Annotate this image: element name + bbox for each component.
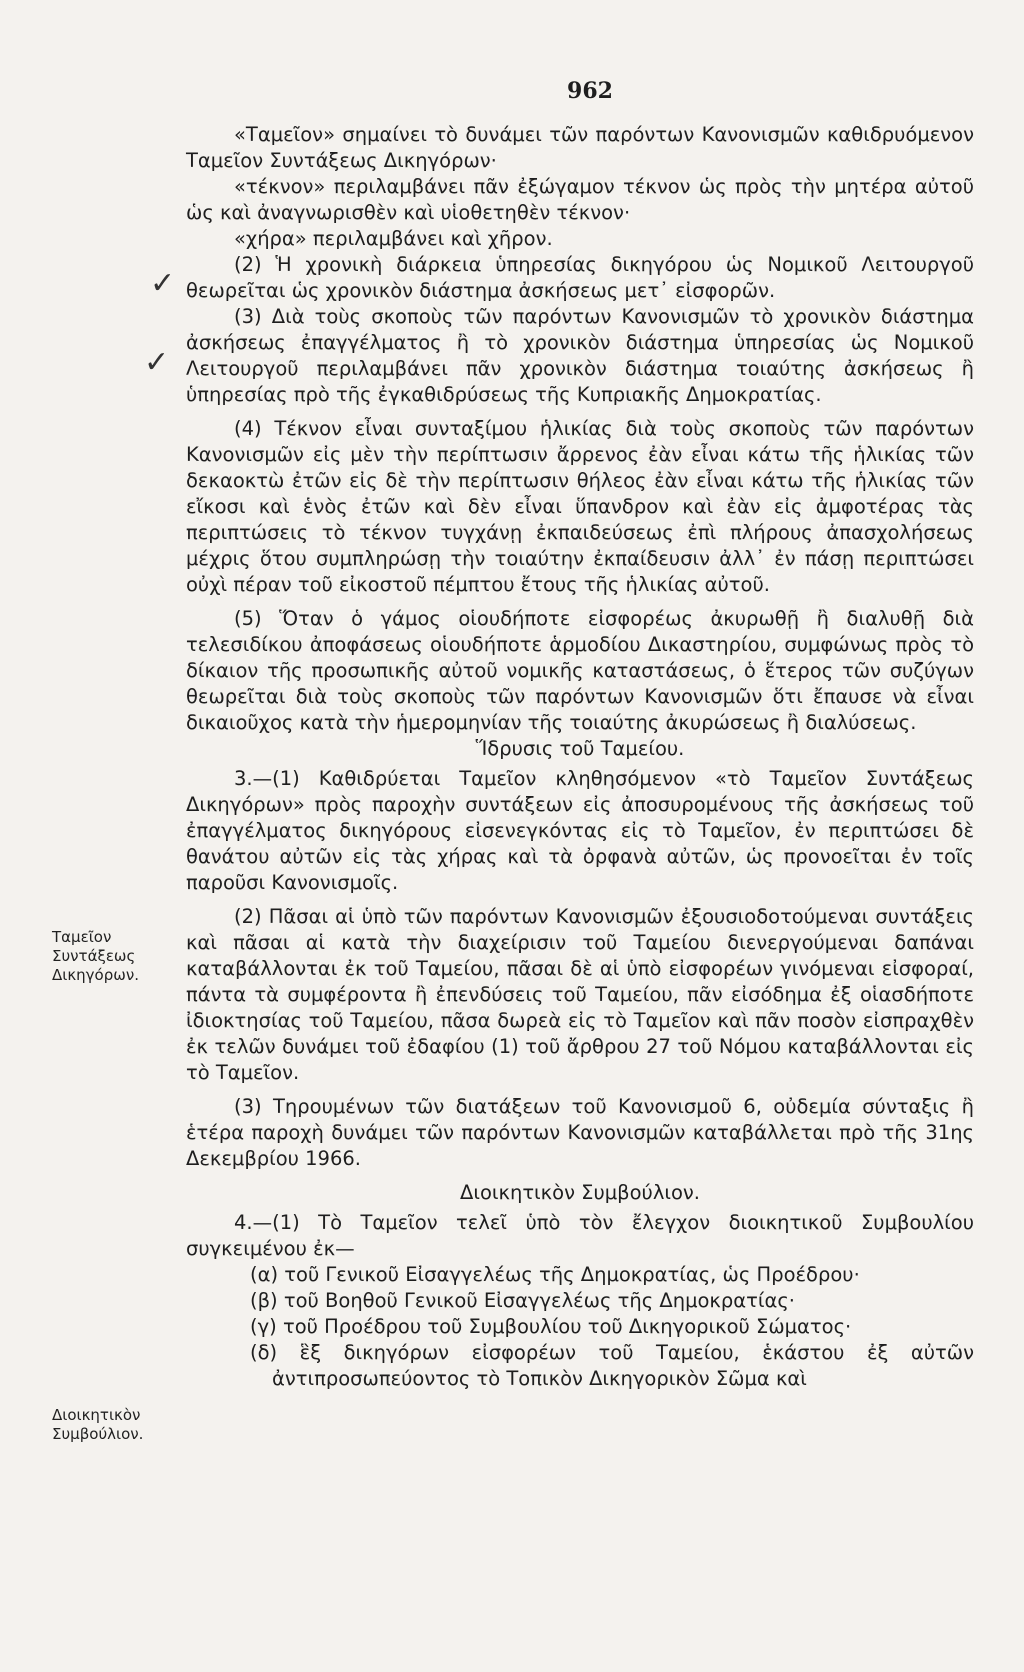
checkmark-icon: ✓ <box>144 345 170 380</box>
body-text <box>186 122 974 1392</box>
paragraph: «Ταμεῖον» σημαίνει τὸ δυνάμει τῶν παρόντων Κανονισμῶν καθιδρυόμενον Ταμεῖον Συντάξεως Δικηγόρων· <box>186 123 974 172</box>
margin-note-line: Δικηγόρων. <box>52 966 139 984</box>
checkmark-icon: ✓ <box>150 266 176 301</box>
paragraph: (2) Πᾶσαι αἱ ὑπὸ τῶν παρόντων Κανονισμῶν ἐξουσιοδοτούμεναι συντάξεις καὶ πᾶσαι αἱ κατὰ τὴν διαχείρισιν τοῦ Ταμείου διενεργούμεναι δαπάναι καταβάλλονται ἐκ τοῦ Ταμείου, πᾶσαι δὲ αἱ ὑπὸ εἰσφορέων γινόμεναι εἰσφοραί, πάντα τὰ συμφέροντα ἢ ἐπενδύσεις τοῦ Ταμείου, πᾶν εἰσόδημα ἐξ οἱασδήποτε ἰδιοκτησίας τοῦ Ταμείου, πᾶσα δωρεὰ εἰς τὸ Ταμεῖον καὶ πᾶν ποσὸν εἰσπραχθὲν ἐκ τελῶν δυνάμει τοῦ ἐδαφίου (1) τοῦ ἄρθρου 27 τοῦ Νόμου καταβάλλονται εἰς τὸ Ταμεῖον. <box>186 905 974 1084</box>
margin-note-line: Συντάξεως <box>52 947 136 965</box>
list-item: (α) τοῦ Γενικοῦ Εἰσαγγελέως τῆς Δημοκρατίας, ὡς Προέδρου· <box>250 1263 860 1286</box>
margin-note-line: Διοικητικὸν <box>52 1406 141 1424</box>
paragraph: «χήρα» περιλαμβάνει καὶ χῆρον. <box>234 227 553 250</box>
margin-note-line: Συμβούλιον. <box>52 1425 144 1443</box>
margin-note-fund <box>52 928 160 985</box>
list-item: (γ) τοῦ Προέδρου τοῦ Συμβουλίου τοῦ Δικηγορικοῦ Σώματος· <box>250 1315 852 1338</box>
paragraph: (5) Ὅταν ὁ γάμος οἱουδήποτε εἰσφορέως ἀκυρωθῇ ἢ διαλυθῇ διὰ τελεσιδίκου ἀποφάσεως οἱουδήποτε ἁρμοδίου Δικαστηρίου, συμφώνως πρὸς τὸ δίκαιον τῆς προσωπικῆς αὐτοῦ νομικῆς καταστάσεως, ὁ ἕτερος τῶν συζύγων θεωρεῖται διὰ τοὺς σκοποὺς τῶν παρόντων Κανονισμῶν ὅτι ἔπαυσε νὰ εἶναι δικαιοῦχος κατὰ τὴν ἡμερομηνίαν τῆς τοιαύτης ἀκυρώσεως ἢ διαλύσεως. <box>186 607 974 734</box>
paragraph: (4) Τέκνον εἶναι συνταξίμου ἡλικίας διὰ τοὺς σκοποὺς τῶν παρόντων Κανονισμῶν εἰς μὲν τὴν περίπτωσιν ἄρρενος ἐὰν εἶναι κάτω τῆς ἡλικίας τῶν δεκαοκτὼ ἐτῶν εἰς δὲ τὴν περίπτωσιν θήλεος ἐὰν εἶναι κάτω τῆς ἡλικίας τῶν εἴκοσι καὶ ἑνὸς ἐτῶν καὶ δὲν εἶναι ὕπανδρον καὶ ἐὰν εἰς ἀμφοτέρας τὰς περιπτώσεις τὸ τέκνον τυγχάνῃ ἐκπαιδεύσεως ἐπὶ πλήρους ἀπασχολήσεως μέχρις ὅτου συμπληρώσῃ τὴν τοιαύτην ἐκπαίδευσιν ἀλλ᾿ ἐν πάσῃ περιπτώσει οὐχὶ πέραν τοῦ εἰκοστοῦ πέμπτου ἔτους τῆς ἡλικίας αὐτοῦ. <box>186 417 974 596</box>
section-heading: Διοικητικὸν Συμβούλιον. <box>460 1181 700 1204</box>
paragraph: 3.—(1) Καθιδρύεται Ταμεῖον κληθησόμενον «τὸ Ταμεῖον Συντάξεως Δικηγόρων» πρὸς παροχὴν συντάξεων εἰς ἀποσυρομένους τῆς ἀσκήσεως τοῦ ἐπαγγέλματος δικηγόρους εἰσενεγκόντας εἰς τὸ Ταμεῖον, ἐν περιπτώσει δὲ θανάτου αὐτῶν εἰς τὰς χήρας καὶ τὰ ὀρφανὰ αὐτῶν, ὡς προνοεῖται ἐν τοῖς παροῦσι Κανονισμοῖς. <box>186 767 974 894</box>
margin-note-board <box>52 1406 160 1444</box>
paragraph: 4.—(1) Τὸ Ταμεῖον τελεῖ ὑπὸ τὸν ἔλεγχον διοικητικοῦ Συμβουλίου συγκειμένου ἐκ— <box>186 1211 974 1260</box>
list-item: (β) τοῦ Βοηθοῦ Γενικοῦ Εἰσαγγελέως τῆς Δημοκρατίας· <box>250 1289 795 1312</box>
list-item: (δ) ἓξ δικηγόρων εἰσφορέων τοῦ Ταμείου, ἑκάστου ἐξ αὐτῶν ἀντιπροσωπεύοντος τὸ Τοπικὸν Δικηγορικὸν Σῶμα καὶ <box>250 1341 974 1390</box>
paragraph: (2) Ἡ χρονικὴ διάρκεια ὑπηρεσίας δικηγόρου ὡς Νομικοῦ Λειτουργοῦ θεωρεῖται ὡς χρονικὸν διάστημα ἀσκήσεως μετ᾿ εἰσφορῶν. <box>186 253 974 302</box>
paragraph: «τέκνον» περιλαμβάνει πᾶν ἐξώγαμον τέκνον ὡς πρὸς τὴν μητέρα αὐτοῦ ὡς καὶ ἀναγνωρισθὲν καὶ υἱοθετηθὲν τέκνον· <box>186 175 974 224</box>
page-number: 962 <box>567 78 613 104</box>
section-heading: Ἵδρυσις τοῦ Ταμείου. <box>475 737 685 760</box>
paragraph: (3) Τηρουμένων τῶν διατάξεων τοῦ Κανονισμοῦ 6, οὐδεμία σύνταξις ἢ ἑτέρα παροχὴ δυνάμει τῶν παρόντων Κανονισμῶν καταβάλλεται πρὸ τῆς 31ης Δεκεμβρίου 1966. <box>186 1095 974 1170</box>
paragraph: (3) Διὰ τοὺς σκοποὺς τῶν παρόντων Κανονισμῶν τὸ χρονικὸν διάστημα ἀσκήσεως ἐπαγγέλματος ἢ τὸ χρονικὸν διάστημα ὑπηρεσίας ὡς Νομικοῦ Λειτουργοῦ περιλαμβάνει πᾶν χρονικὸν διάστημα τοιαύτης ἀσκήσεως ἢ ὑπηρεσίας πρὸ τῆς ἐγκαθιδρύσεως τῆς Κυπριακῆς Δημοκρατίας. <box>186 305 974 406</box>
margin-note-line: Ταμεῖον <box>52 928 112 946</box>
